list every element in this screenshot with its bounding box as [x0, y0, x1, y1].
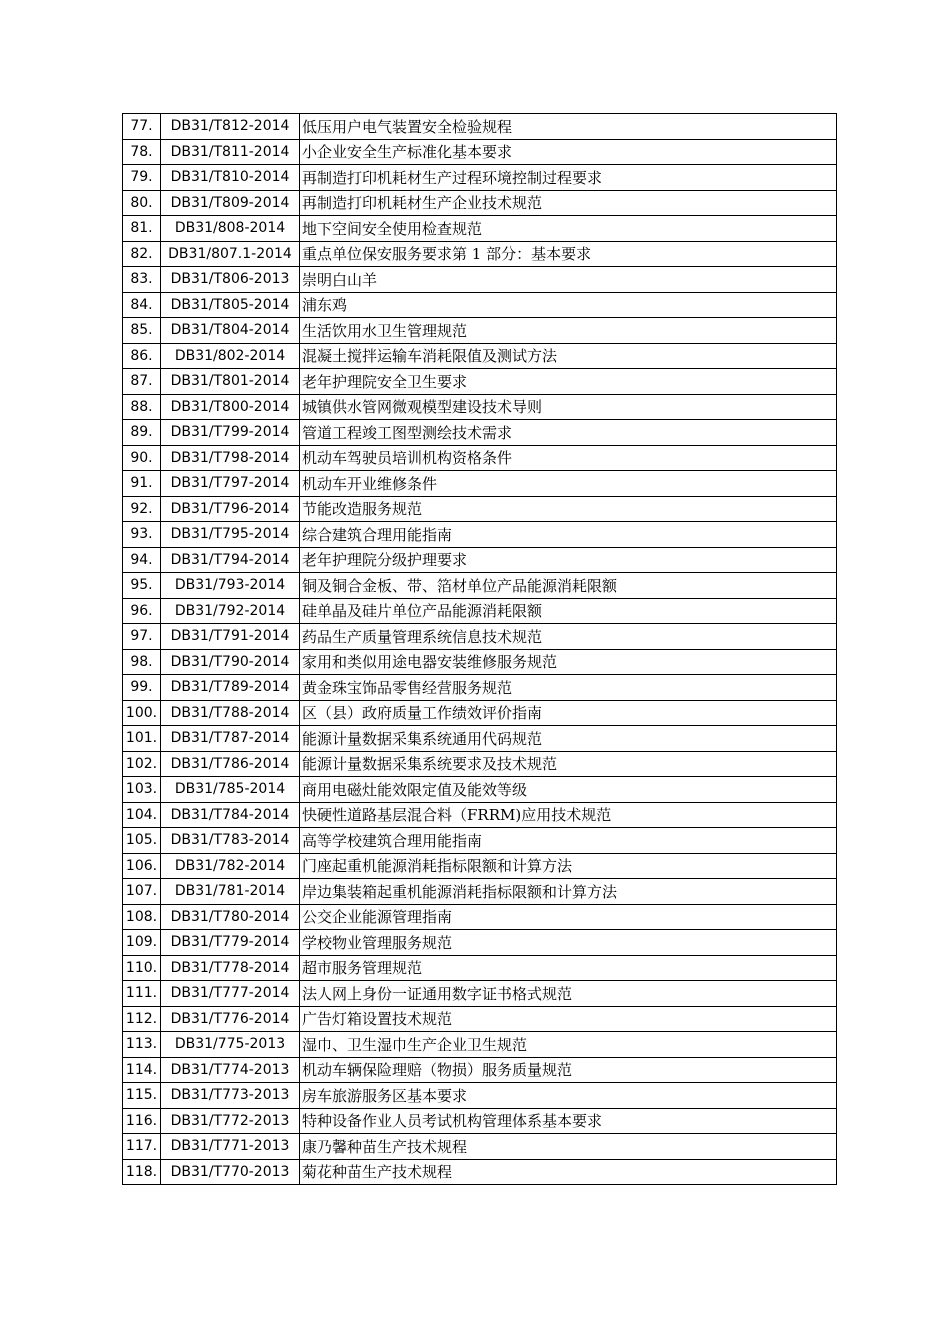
row-number: 103. [123, 777, 161, 803]
table-row [123, 216, 837, 242]
row-number: 116. [123, 1108, 161, 1134]
row-number: 115. [123, 1083, 161, 1109]
standard-code: DB31/775-2013 [161, 1032, 300, 1058]
standard-name: 家用和类似用途电器安装维修服务规范 [300, 649, 837, 675]
row-number: 87. [123, 369, 161, 395]
standard-name: 再制造打印机耗材生产过程环境控制过程要求 [300, 165, 837, 191]
standard-code: DB31/T790-2014 [161, 649, 300, 675]
row-number: 105. [123, 828, 161, 854]
standard-code: DB31/T788-2014 [161, 700, 300, 726]
standard-code: DB31/T773-2013 [161, 1083, 300, 1109]
row-number: 118. [123, 1159, 161, 1185]
standard-code: DB31/802-2014 [161, 343, 300, 369]
row-number: 98. [123, 649, 161, 675]
table-row [123, 190, 837, 216]
row-number: 89. [123, 420, 161, 446]
standard-name: 房车旅游服务区基本要求 [300, 1083, 837, 1109]
standard-code: DB31/T810-2014 [161, 165, 300, 191]
standard-name: 药品生产质量管理系统信息技术规范 [300, 624, 837, 650]
table-row [123, 726, 837, 752]
standard-name: 小企业安全生产标准化基本要求 [300, 139, 837, 165]
row-number: 108. [123, 904, 161, 930]
table-row [123, 879, 837, 905]
table-row [123, 1108, 837, 1134]
table-row [123, 1057, 837, 1083]
row-number: 93. [123, 522, 161, 548]
standard-name: 公交企业能源管理指南 [300, 904, 837, 930]
row-number: 107. [123, 879, 161, 905]
standard-name: 广告灯箱设置技术规范 [300, 1006, 837, 1032]
table-row [123, 343, 837, 369]
standard-code: DB31/T786-2014 [161, 751, 300, 777]
standard-code: DB31/807.1-2014 [161, 241, 300, 267]
standard-name: 岸边集装箱起重机能源消耗指标限额和计算方法 [300, 879, 837, 905]
table-row [123, 369, 837, 395]
table-row [123, 241, 837, 267]
row-number: 113. [123, 1032, 161, 1058]
standard-code: DB31/T770-2013 [161, 1159, 300, 1185]
standard-name: 城镇供水管网微观模型建设技术导则 [300, 394, 837, 420]
table-row [123, 1159, 837, 1185]
table-row [123, 496, 837, 522]
standard-name: 湿巾、卫生湿巾生产企业卫生规范 [300, 1032, 837, 1058]
standard-code: DB31/T797-2014 [161, 471, 300, 497]
standards-table [122, 113, 837, 1185]
standard-name: 门座起重机能源消耗指标限额和计算方法 [300, 853, 837, 879]
table-row [123, 624, 837, 650]
standard-code: DB31/T812-2014 [161, 114, 300, 140]
standard-code: DB31/T809-2014 [161, 190, 300, 216]
standard-name: 快硬性道路基层混合料（FRRM)应用技术规范 [300, 802, 837, 828]
standard-code: DB31/808-2014 [161, 216, 300, 242]
table-row [123, 114, 837, 140]
standard-code: DB31/T787-2014 [161, 726, 300, 752]
row-number: 78. [123, 139, 161, 165]
standard-code: DB31/T801-2014 [161, 369, 300, 395]
table-row [123, 445, 837, 471]
table-row [123, 1134, 837, 1160]
row-number: 106. [123, 853, 161, 879]
standard-name: 康乃馨种苗生产技术规程 [300, 1134, 837, 1160]
standard-code: DB31/T774-2013 [161, 1057, 300, 1083]
standard-code: DB31/T789-2014 [161, 675, 300, 701]
row-number: 83. [123, 267, 161, 293]
row-number: 99. [123, 675, 161, 701]
standard-name: 管道工程竣工图型测绘技术需求 [300, 420, 837, 446]
row-number: 94. [123, 547, 161, 573]
table-row [123, 930, 837, 956]
table-row [123, 904, 837, 930]
standard-code: DB31/T791-2014 [161, 624, 300, 650]
table-row [123, 165, 837, 191]
table-row [123, 420, 837, 446]
standard-code: DB31/T778-2014 [161, 955, 300, 981]
standard-name: 生活饮用水卫生管理规范 [300, 318, 837, 344]
standard-code: DB31/781-2014 [161, 879, 300, 905]
standard-name: 机动车辆保险理赔（物损）服务质量规范 [300, 1057, 837, 1083]
row-number: 84. [123, 292, 161, 318]
table-row [123, 700, 837, 726]
standard-code: DB31/T784-2014 [161, 802, 300, 828]
table-row [123, 802, 837, 828]
standard-code: DB31/T798-2014 [161, 445, 300, 471]
row-number: 82. [123, 241, 161, 267]
table-row [123, 981, 837, 1007]
standard-name: 硅单晶及硅片单位产品能源消耗限额 [300, 598, 837, 624]
standard-name: 节能改造服务规范 [300, 496, 837, 522]
standard-code: DB31/T783-2014 [161, 828, 300, 854]
row-number: 104. [123, 802, 161, 828]
standard-name: 黄金珠宝饰品零售经营服务规范 [300, 675, 837, 701]
table-row [123, 1032, 837, 1058]
row-number: 81. [123, 216, 161, 242]
row-number: 77. [123, 114, 161, 140]
table-row [123, 573, 837, 599]
standard-code: DB31/792-2014 [161, 598, 300, 624]
row-number: 91. [123, 471, 161, 497]
standard-name: 超市服务管理规范 [300, 955, 837, 981]
standard-code: DB31/T795-2014 [161, 522, 300, 548]
standard-name: 学校物业管理服务规范 [300, 930, 837, 956]
standard-name: 机动车驾驶员培训机构资格条件 [300, 445, 837, 471]
row-number: 80. [123, 190, 161, 216]
standard-name: 重点单位保安服务要求第 1 部分：基本要求 [300, 241, 837, 267]
standard-name: 低压用户电气装置安全检验规程 [300, 114, 837, 140]
row-number: 88. [123, 394, 161, 420]
standard-name: 区（县）政府质量工作绩效评价指南 [300, 700, 837, 726]
table-row [123, 522, 837, 548]
table-row [123, 675, 837, 701]
table-row [123, 267, 837, 293]
standard-name: 机动车开业维修条件 [300, 471, 837, 497]
table-row [123, 394, 837, 420]
row-number: 100. [123, 700, 161, 726]
standard-name: 综合建筑合理用能指南 [300, 522, 837, 548]
standard-code: DB31/785-2014 [161, 777, 300, 803]
row-number: 86. [123, 343, 161, 369]
standard-code: DB31/T799-2014 [161, 420, 300, 446]
standard-name: 菊花种苗生产技术规程 [300, 1159, 837, 1185]
row-number: 96. [123, 598, 161, 624]
table-row [123, 292, 837, 318]
table-row [123, 853, 837, 879]
standard-code: DB31/T800-2014 [161, 394, 300, 420]
standards-table-body [123, 114, 837, 1185]
standard-name: 能源计量数据采集系统通用代码规范 [300, 726, 837, 752]
row-number: 111. [123, 981, 161, 1007]
row-number: 102. [123, 751, 161, 777]
standard-code: DB31/793-2014 [161, 573, 300, 599]
table-row [123, 649, 837, 675]
standard-code: DB31/T811-2014 [161, 139, 300, 165]
row-number: 117. [123, 1134, 161, 1160]
table-row [123, 318, 837, 344]
standard-code: DB31/T772-2013 [161, 1108, 300, 1134]
standard-code: DB31/T771-2013 [161, 1134, 300, 1160]
table-row [123, 751, 837, 777]
standard-name: 老年护理院分级护理要求 [300, 547, 837, 573]
row-number: 109. [123, 930, 161, 956]
standard-code: DB31/T779-2014 [161, 930, 300, 956]
standard-code: DB31/782-2014 [161, 853, 300, 879]
standard-name: 老年护理院安全卫生要求 [300, 369, 837, 395]
standard-name: 特种设备作业人员考试机构管理体系基本要求 [300, 1108, 837, 1134]
standard-name: 铜及铜合金板、带、箔材单位产品能源消耗限额 [300, 573, 837, 599]
standard-code: DB31/T805-2014 [161, 292, 300, 318]
row-number: 110. [123, 955, 161, 981]
row-number: 90. [123, 445, 161, 471]
table-row [123, 598, 837, 624]
row-number: 85. [123, 318, 161, 344]
standard-name: 法人网上身份一证通用数字证书格式规范 [300, 981, 837, 1007]
table-row [123, 955, 837, 981]
row-number: 114. [123, 1057, 161, 1083]
table-row [123, 828, 837, 854]
standard-name: 地下空间安全使用检查规范 [300, 216, 837, 242]
standard-name: 高等学校建筑合理用能指南 [300, 828, 837, 854]
row-number: 97. [123, 624, 161, 650]
table-row [123, 471, 837, 497]
standard-name: 混凝土搅拌运输车消耗限值及测试方法 [300, 343, 837, 369]
standard-code: DB31/T804-2014 [161, 318, 300, 344]
table-row [123, 1083, 837, 1109]
standard-name: 商用电磁灶能效限定值及能效等级 [300, 777, 837, 803]
table-row [123, 777, 837, 803]
row-number: 101. [123, 726, 161, 752]
standard-code: DB31/T806-2013 [161, 267, 300, 293]
standard-code: DB31/T777-2014 [161, 981, 300, 1007]
row-number: 112. [123, 1006, 161, 1032]
standard-code: DB31/T776-2014 [161, 1006, 300, 1032]
table-row [123, 139, 837, 165]
table-row [123, 547, 837, 573]
row-number: 95. [123, 573, 161, 599]
standard-name: 浦东鸡 [300, 292, 837, 318]
standard-code: DB31/T794-2014 [161, 547, 300, 573]
row-number: 92. [123, 496, 161, 522]
standard-code: DB31/T780-2014 [161, 904, 300, 930]
standard-name: 能源计量数据采集系统要求及技术规范 [300, 751, 837, 777]
table-row [123, 1006, 837, 1032]
standard-name: 崇明白山羊 [300, 267, 837, 293]
standard-name: 再制造打印机耗材生产企业技术规范 [300, 190, 837, 216]
standard-code: DB31/T796-2014 [161, 496, 300, 522]
row-number: 79. [123, 165, 161, 191]
